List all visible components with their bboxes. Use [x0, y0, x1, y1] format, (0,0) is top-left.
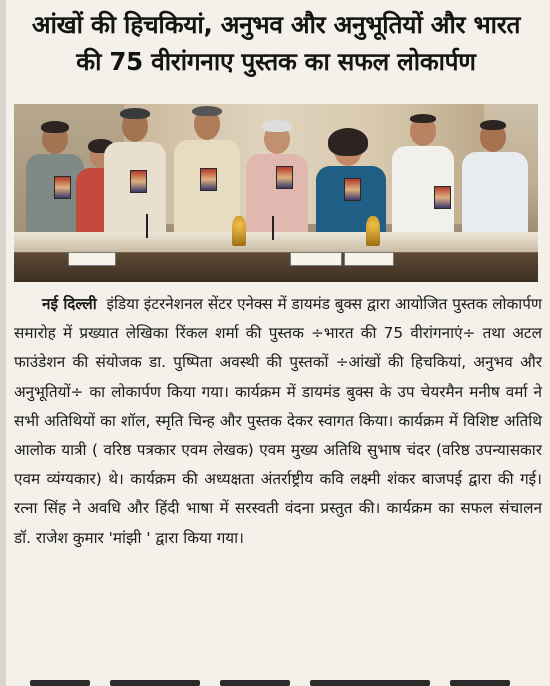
book-cover [344, 178, 361, 201]
name-plate [344, 252, 394, 266]
book-cover [276, 166, 293, 189]
headline-line-2: की 75 वीरांगनाए पुस्तक का सफल लोकार्पण [76, 47, 476, 76]
trophy [232, 216, 246, 246]
page-edge [0, 0, 6, 686]
next-article-cutoff [30, 674, 520, 686]
event-photo [14, 104, 538, 282]
headline [10, 6, 542, 80]
book-cover [130, 170, 147, 193]
book-cover [200, 168, 217, 191]
book-cover [54, 176, 71, 199]
microphone [272, 216, 274, 240]
microphone [146, 214, 148, 238]
dateline: नई दिल्ली [42, 295, 97, 313]
trophy [366, 216, 380, 246]
name-plate [68, 252, 116, 266]
article-text: इंडिया इंटरनेशनल सेंटर एनेक्स में डायमंड बुक्स द्वारा आयोजित पुस्तक लोकार्पण समारोह में प्रख्यात लेखिका रिंकल शर्मा की पुस्तक ÷भारत की 75 वीरांगनाएं÷ तथा अटल फाउंडेशन की संयोजक डा. पुष्पिता अवस्थी की पुस्तकों ÷आंखों की हिचकियां, अनुभव और अनुभूतियों÷ का लोकार्पण किया गया। कार्यक्रम में डायमंड बुक्स के उप चेयरमैन मनीष वर्मा ने सभी अतिथियों का शॉल, स्मृति चिन्ह और पुस्तक देकर स्वागत किया। कार्यक्रम में विशिष्ट अतिथि आलोक यात्री ( वरिष्ठ पत्रकार एवम लेखक) एवम मुख्य अतिथि सुभाष चंदर (वरिष्ठ उपन्यासकार एवम व्यंग्यकार) थे। कार्यक्रम की अध्यक्षता अंतर्राष्ट्रीय कवि लक्ष्मी शंकर बाजपई द्वारा की गई। रत्ना सिंह ने अवधि और हिंदी भाषा में सरस्वती वंदना प्रस्तुत की। कार्यक्रम का सफल संचालन डॉ. राजेश कुमार 'मांझी ' द्वारा किया गया। [14, 295, 542, 547]
headline-line-1: आंखों की हिचकियां, अनुभव और अनुभूतियों और भारत [31, 10, 521, 39]
name-plate [290, 252, 342, 266]
article-body [14, 290, 542, 553]
book-cover [434, 186, 451, 209]
